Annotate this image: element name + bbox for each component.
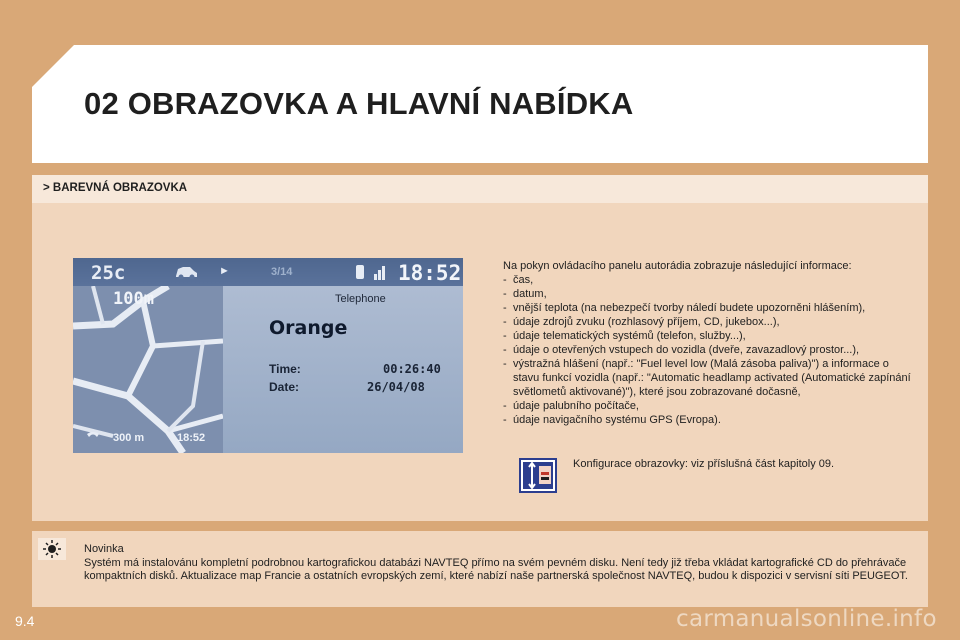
screen-distance: 100m bbox=[113, 289, 154, 309]
list-item: - údaje palubního počítače, bbox=[503, 400, 639, 412]
watermark: carmanualsonline.info bbox=[676, 606, 937, 632]
list-item: - datum, bbox=[503, 288, 547, 300]
list-item: - údaje zdrojů zvuku (rozhlasový příjem, CD, jukebox...), bbox=[503, 316, 780, 328]
screen-date-label: Date: bbox=[269, 380, 300, 394]
phone-icon bbox=[355, 264, 365, 280]
info-intro: Na pokyn ovládacího panelu autorádia zobrazuje následující informace: bbox=[503, 260, 852, 272]
list-item: - údaje telematických systémů (telefon, služby...), bbox=[503, 330, 746, 342]
configuration-reference: Konfigurace obrazovky: viz příslušná část kapitoly 09. bbox=[573, 458, 835, 470]
chapter-title: 02 OBRAZOVKA A HLAVNÍ NABÍDKA bbox=[84, 86, 634, 121]
page-number: 9.4 bbox=[15, 613, 35, 629]
screen-clock: 18:52 bbox=[398, 261, 462, 285]
note-text: Systém má instalovánu kompletní podrobnou kartografickou databázi NAVTEQ přímo na svém pevném disku. Není tedy již třeba vkládat kartografické CD do přehrávače kompaktních disků. Aktualizace map Francie a ostatních evropských zemí, které nabízí naše partnerská společnost NAVTEQ, budou k dispozici v servisní síti PEUGEOT. bbox=[84, 557, 908, 582]
list-item: - údaje navigačního systému GPS (Evropa). bbox=[503, 414, 721, 426]
screen-operator: Orange bbox=[269, 317, 348, 339]
configuration-icon bbox=[519, 458, 557, 493]
note-title: Novinka bbox=[84, 543, 124, 555]
screen-map-scale: 300 m bbox=[113, 432, 145, 444]
screen-telephone-label: Telephone bbox=[335, 293, 386, 305]
car-icon bbox=[173, 263, 199, 281]
screen-map-area bbox=[73, 286, 223, 453]
list-item: - výstražná hlášení (např.: "Fuel level low (Malá zásoba paliva)") a informace o stavu funkcí vozidla (např.: "Automatic headlamp activated (Automatické zapínání světlometů aktivované)"), které jsou zobrazované dočasně, bbox=[503, 358, 911, 398]
screen-ratio: 3/14 bbox=[271, 266, 293, 278]
list-item: - údaje o otevřených vstupech do vozidla (dveře, zavazadlový prostor...), bbox=[503, 344, 860, 356]
phone-handset-icon bbox=[85, 430, 101, 444]
info-list bbox=[503, 273, 918, 427]
play-icon: ► bbox=[219, 265, 230, 277]
screen-date-value: 26/04/08 bbox=[367, 380, 425, 394]
display-screen-image bbox=[73, 258, 463, 453]
screen-time-label: Time: bbox=[269, 362, 301, 376]
sun-tip-icon bbox=[38, 538, 66, 560]
list-item: - čas, bbox=[503, 274, 534, 286]
section-heading: > BAREVNÁ OBRAZOVKA bbox=[43, 182, 188, 194]
screen-map-time: 18:52 bbox=[177, 432, 206, 444]
list-item: - vnější teplota (na nebezpečí tvorby náledí budete upozorněni hlášením), bbox=[503, 302, 866, 314]
map-roads-graphic bbox=[73, 286, 223, 453]
screen-temperature: 25c bbox=[91, 262, 126, 284]
signal-icon bbox=[373, 264, 387, 280]
screen-time-value: 00:26:40 bbox=[383, 362, 441, 376]
